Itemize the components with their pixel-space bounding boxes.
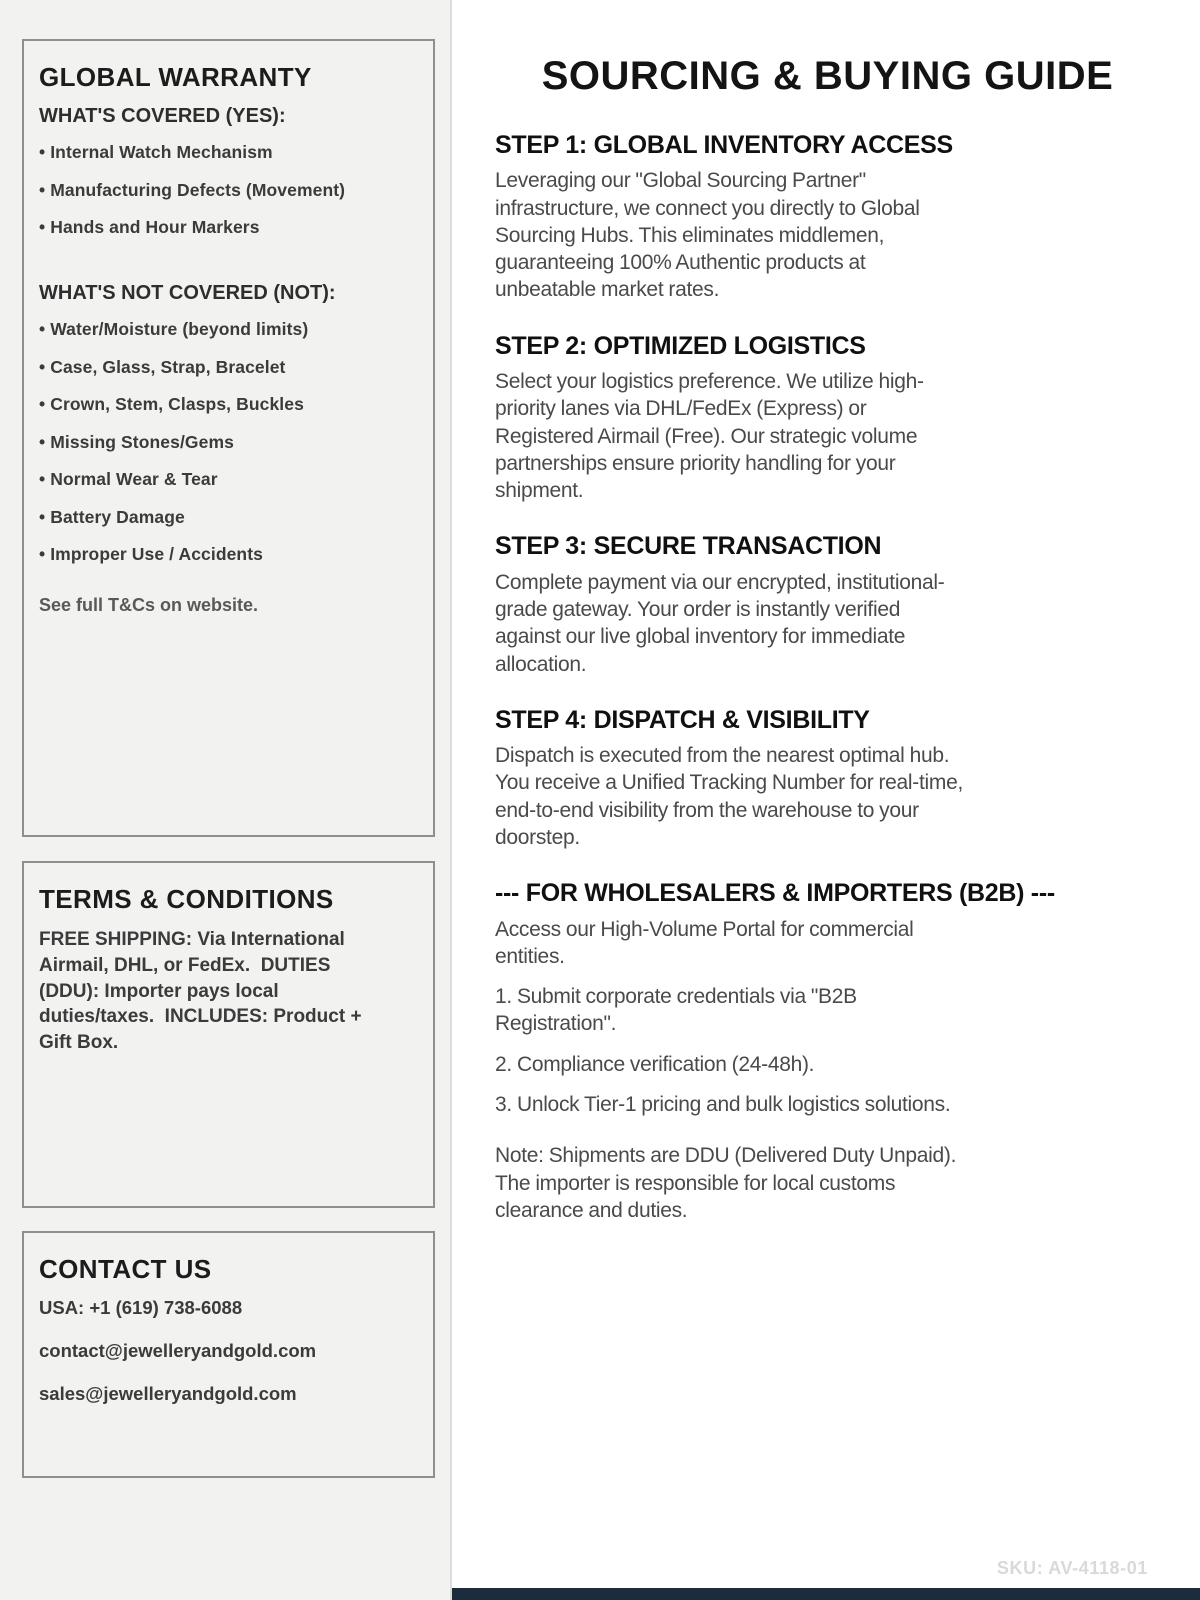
step-2-body: Select your logistics preference. We utilize high-priority lanes via DHL/FedEx (Express) or Registered Airmail (Free). Our strategic volume partnerships ensure priority handling for your shipment. <box>495 369 924 503</box>
covered-item: • Manufacturing Defects (Movement) <box>39 180 418 201</box>
covered-item: • Hands and Hour Markers <box>39 217 418 238</box>
not-covered-item: • Missing Stones/Gems <box>39 432 418 453</box>
contact-email-sales: sales@jewelleryandgold.com <box>39 1383 297 1404</box>
step-3-section <box>495 533 1160 677</box>
b2b-section <box>495 880 1160 1224</box>
step-1-body: Leveraging our "Global Sourcing Partner" infrastructure, we connect you directly to Global Sourcing Hubs. This eliminates middlemen, guaranteeing 100% Authentic products at unbeatable market rates. <box>495 169 920 302</box>
covered-heading: WHAT'S COVERED (YES): <box>39 105 286 127</box>
b2b-intro: Access our High-Volume Portal for commercial entities. <box>495 917 914 968</box>
step-2-heading: STEP 2: OPTIMIZED LOGISTICS <box>495 331 866 360</box>
not-covered-item: • Crown, Stem, Clasps, Buckles <box>39 394 418 415</box>
b2b-note: Note: Shipments are DDU (Delivered Duty Unpaid). The importer is responsible for local customs clearance and duties. <box>495 1144 957 1222</box>
sourcing-guide <box>454 0 1200 1600</box>
not-covered-item: • Water/Moisture (beyond limits) <box>39 319 418 340</box>
contact-phone: USA: +1 (619) 738-6088 <box>39 1297 243 1318</box>
step-1-section <box>495 132 1160 304</box>
step-4-heading: STEP 4: DISPATCH & VISIBILITY <box>495 705 870 734</box>
not-covered-list <box>39 319 418 565</box>
terms-title: TERMS & CONDITIONS <box>39 884 334 914</box>
step-1-heading: STEP 1: GLOBAL INVENTORY ACCESS <box>495 131 953 159</box>
sidebar <box>0 0 452 1600</box>
sourcing-guide-inner <box>454 0 1200 1224</box>
contact-panel <box>22 1231 435 1478</box>
step-4-body: Dispatch is executed from the nearest optimal hub. You receive a Unified Tracking Number for real-time, end-to-end visibility from the warehouse to your doorstep. <box>495 744 964 850</box>
not-covered-item: • Battery Damage <box>39 507 418 528</box>
step-3-body: Complete payment via our encrypted, institutional-grade gateway. Your order is instantly verified against our live global inventory for immediate allocation. <box>495 570 945 676</box>
contact-email-primary: contact@jewelleryandgold.com <box>39 1340 317 1361</box>
terms-panel <box>22 861 435 1208</box>
global-warranty-title: GLOBAL WARRANTY <box>39 62 312 92</box>
covered-item: • Internal Watch Mechanism <box>39 142 418 163</box>
not-covered-heading: WHAT'S NOT COVERED (NOT): <box>39 282 336 304</box>
b2b-step-3: 3. Unlock Tier-1 pricing and bulk logistics solutions. <box>495 1093 951 1117</box>
b2b-heading: --- FOR WHOLESALERS & IMPORTERS (B2B) --- <box>495 879 1055 908</box>
page-title: SOURCING & BUYING GUIDE <box>541 54 1114 98</box>
terms-body: FREE SHIPPING: Via International Airmail, DHL, or FedEx. DUTIES (DDU): Importer pays local duties/taxes. INCLUDES: Product + Gift Box. <box>39 929 367 1054</box>
contact-title: CONTACT US <box>39 1254 212 1284</box>
step-2-section <box>495 333 1160 505</box>
not-covered-item: • Case, Glass, Strap, Bracelet <box>39 357 418 378</box>
step-3-heading: STEP 3: SECURE TRANSACTION <box>495 532 882 561</box>
covered-list <box>39 142 418 238</box>
sku-label: SKU: AV-4118-01 <box>996 1558 1148 1578</box>
b2b-step-2: 2. Compliance verification (24-48h). <box>495 1052 815 1076</box>
not-covered-item: • Normal Wear & Tear <box>39 469 418 490</box>
footer-accent-bar <box>452 1588 1200 1600</box>
b2b-step-1: 1. Submit corporate credentials via "B2B Registration". <box>495 985 857 1036</box>
global-warranty-panel <box>22 39 435 837</box>
warranty-footnote: See full T&Cs on website. <box>39 595 259 615</box>
not-covered-item: • Improper Use / Accidents <box>39 544 418 565</box>
step-4-section <box>495 707 1160 851</box>
